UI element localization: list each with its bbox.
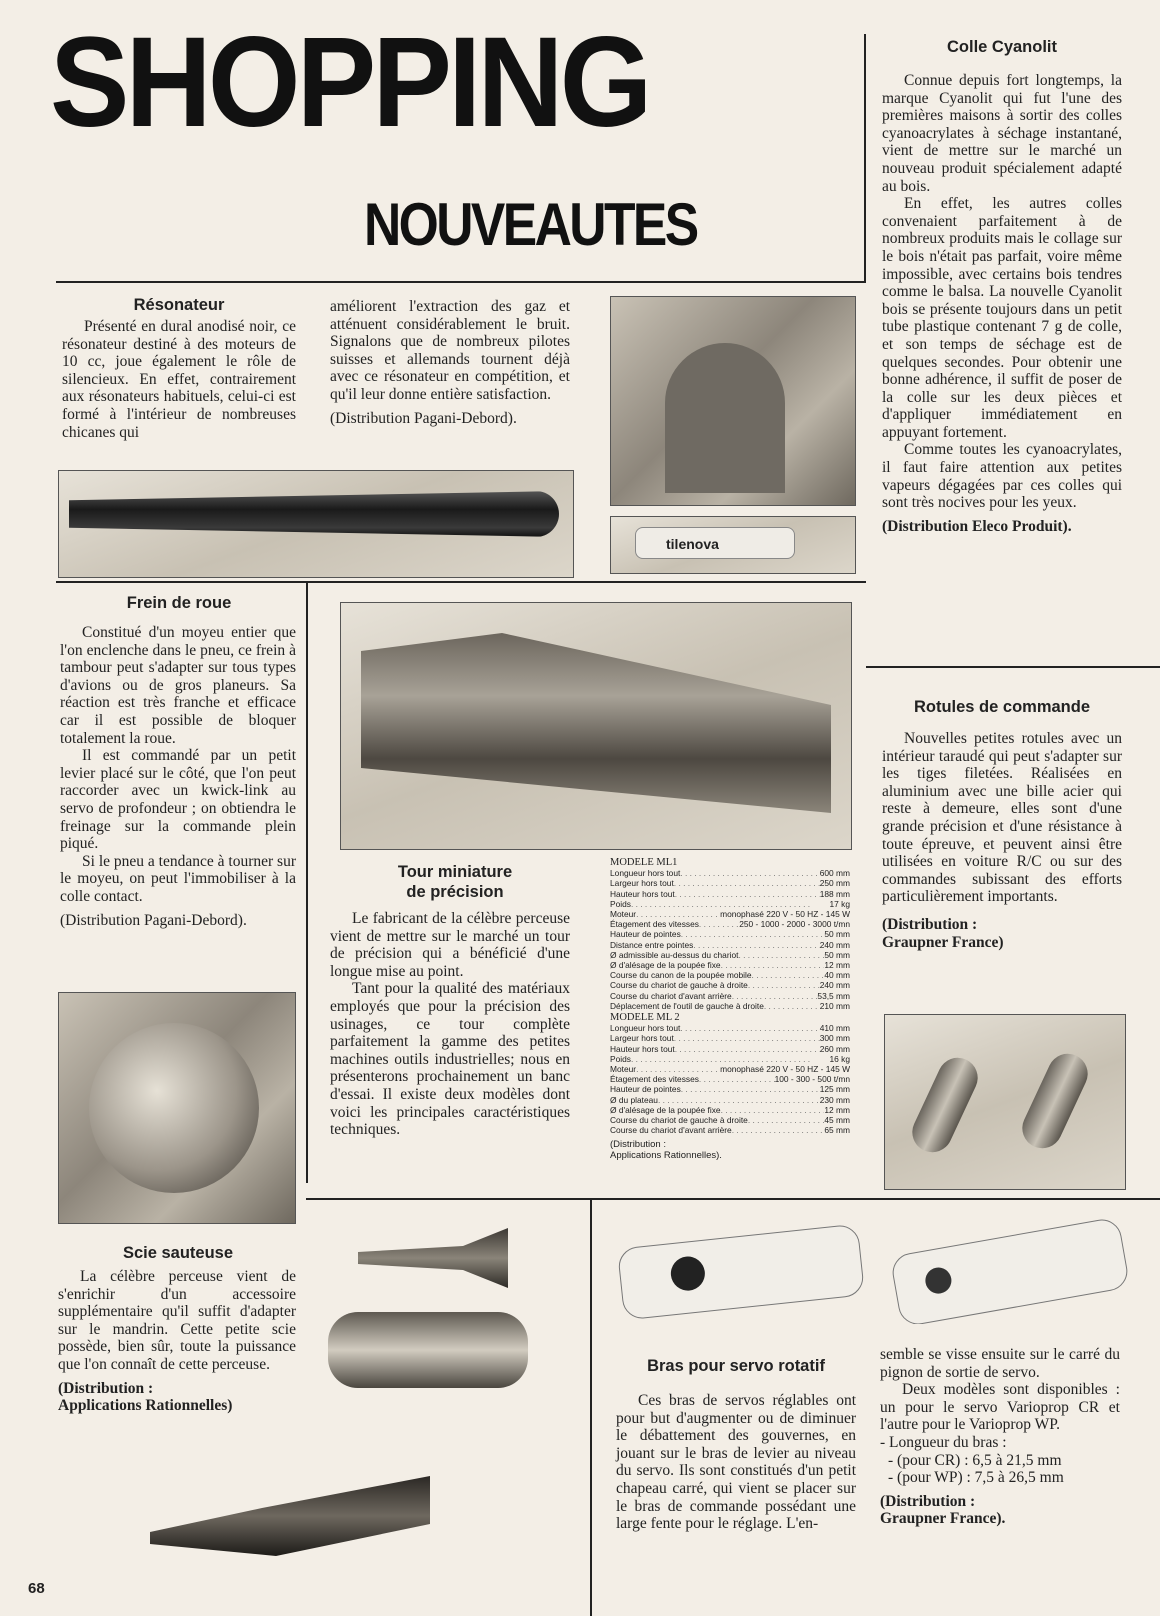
bras-text-left [616,1392,856,1533]
cyanolit-paragraph-3: Comme toutes les cyanoacrylates, il faut faire attention aux petites vapeurs dégagées par ces colles qui sont très nocives pour les yeux. [882,441,1122,512]
spec-row [610,940,850,950]
spec-label: Distance entre pointes [610,939,694,950]
rotule-left-image [906,1051,985,1159]
spec-row [610,1105,850,1115]
spec-row [610,929,850,939]
resonateur-silencer-image [69,491,559,537]
cyanolit-tube-image: tilenova [635,527,795,559]
frein-paragraph-2: Il est commandé par un petit levier placé sur le côté, que l'on peut raccorder avec un kwick-link au servo de profondeur ; on obtiendra le freinage sur la commande plein piqué. [60,747,296,853]
spec-value: 16 kg [829,1053,850,1064]
tour-photo [340,602,852,850]
bras-arm-left-hub-icon [669,1255,706,1292]
spec-label: Moteur [610,1064,637,1075]
spec-value: 240 mm [819,939,850,950]
spec-label: Ø admissible au-dessus du chariot [610,949,739,960]
rotules-distribution-line-1: (Distribution : [882,915,978,933]
divider-cyanolit-bottom [866,666,1160,668]
scie-photo-accessories [318,1222,552,1418]
spec-leader [732,991,818,1001]
specs-ml1-title: MODELE ML1 [610,857,678,868]
spec-value: 600 mm [819,868,850,879]
spec-leader [752,970,825,980]
spec-label: Hauteur de pointes [610,1084,681,1095]
spec-row [610,970,850,980]
resonateur-text-left [62,318,296,441]
scie-cylinder-image [328,1312,528,1388]
rotules-photo [884,1014,1126,1190]
frein-distribution: (Distribution Pagani-Debord). [60,911,247,929]
spec-row [610,899,850,909]
spec-leader [721,960,825,970]
tour-heading [330,862,580,902]
resonateur-paragraph-2: améliorent l'extraction des gaz et atténuent considérablement le bruit. Signalons que de nombreux pilotes suisses et allemands tournent déjà avec ce résonateur en compétition, et qu'il leur donne entière satisfaction. [330,298,570,403]
cyanolit-heading: Colle Cyanolit [946,38,1057,56]
spec-leader [636,1064,720,1074]
spec-leader [681,1084,820,1094]
spec-row [610,868,850,878]
spec-leader [680,868,819,878]
spec-leader [658,1095,820,1105]
page-number: 68 [28,1580,45,1597]
cyanolit-wood-piece [665,343,785,493]
frein-paragraph-3: Si le pneu a tendance à tourner sur le moyeu, on peut l'immobiliser à la colle contact. [60,852,296,905]
frein-heading: Frein de roue [126,594,232,612]
scie-heading: Scie sauteuse [122,1244,234,1262]
spec-value: 300 mm [819,1033,850,1044]
divider-bras-left [590,1200,592,1616]
spec-leader [721,1105,825,1115]
spec-label: Course du chariot de gauche à droite [610,980,748,991]
spec-label: Course du chariot de gauche à droite [610,1115,748,1126]
spec-label: Hauteur hors tout [610,1043,675,1054]
spec-leader [674,878,820,888]
spec-row [610,889,850,899]
spec-row [610,1001,850,1011]
bras-distribution-line-2: Graupner France). [880,1510,1006,1528]
scie-cone-image [358,1228,508,1288]
spec-value: 50 mm [824,929,850,940]
spec-row [610,1084,850,1094]
spec-label: Course du chariot d'avant arrière [610,990,732,1001]
spec-value: 125 mm [819,1084,850,1095]
spec-label: Longueur hors tout [610,868,681,879]
spec-label: Déplacement de l'outil de gauche à droite [610,1000,764,1011]
spec-row [610,1115,850,1125]
spec-label: Largeur hors tout [610,1033,674,1044]
header-divider-horizontal [56,281,866,283]
spec-row [610,1054,850,1064]
spec-label: Poids [610,898,631,909]
spec-value: 45 mm [824,1115,850,1126]
spec-label: Largeur hors tout [610,878,674,889]
bras-length-title: - Longueur du bras : [880,1433,1007,1451]
spec-row [610,878,850,888]
spec-label: Course du canon de la poupée mobile [610,970,752,981]
cyanolit-text [882,72,1122,535]
bras-paragraph-1: Ces bras de servos réglables ont pour but d'augmenter ou de diminuer le débattement des gouvernes, en jouant sur le bras de levier au niveau du servo. Ils sont constitués d'un petit chapeau carré, qui vient se placer sur le bras de commande possédant une large fente pour le réglage. L'en- [616,1392,856,1533]
cyanolit-distribution: (Distribution Eleco Produit). [882,517,1072,535]
resonateur-heading: Résonateur [133,296,225,314]
spec-leader [675,889,820,899]
divider-frein-right [306,583,308,1183]
scie-distribution-line-1: (Distribution : [58,1379,154,1397]
spec-row [610,1095,850,1105]
spec-leader [738,950,824,960]
spec-row [610,909,850,919]
spec-value: 12 mm [824,960,850,971]
spec-value: 250 - 1000 - 2000 - 3000 t/mn [739,919,850,930]
spec-value: 65 mm [824,1125,850,1136]
spec-value: 210 mm [819,1000,850,1011]
bras-arm-right-screw-icon [923,1266,953,1296]
spec-leader [748,980,820,990]
rotules-paragraph-1: Nouvelles petites rotules avec un intérieur taraudé qui peut s'adapter sur les tiges filetées. Réalisées en aluminium avec une bille acier qui reste à demeure, elles sont d'une grande précision et d'une résistance à toute épreuve, et peuvent ainsi être utilisées en voiture R/C ou sur des commandes subissant des efforts particulièrement importants. [882,730,1122,906]
bras-length-wp: - (pour WP) : 7,5 à 26,5 mm [888,1469,1064,1487]
spec-leader [631,1054,830,1064]
spec-leader [675,1044,820,1054]
spec-row [610,919,850,929]
scie-saw-image [150,1476,430,1556]
spec-value: 240 mm [819,980,850,991]
cyanolit-photo-application [610,296,856,506]
frein-drum-image [89,1023,259,1193]
spec-row [610,950,850,960]
bras-heading: Bras pour servo rotatif [647,1357,825,1375]
specs-ml1-list [610,868,850,1011]
frein-paragraph-1: Constitué d'un moyeu entier que l'on enclenche dans le pneu, ce frein à tambour peut s'adapter sur tous types d'avions ou de gros planeurs. Sa réaction est très franche et efficace car il est possible de bloquer totalement la roue. [60,624,296,747]
spec-value: monophasé 220 V - 50 HZ - 145 W [720,1064,850,1075]
spec-leader [636,909,720,919]
rotules-heading: Rotules de commande [913,698,1091,716]
spec-leader [674,1033,820,1043]
spec-label: Ø du plateau [610,1094,658,1105]
spec-leader [748,1115,825,1125]
spec-value: 250 mm [819,878,850,889]
bras-distribution-line-1: (Distribution : [880,1492,976,1510]
rotule-right-image [1016,1047,1095,1155]
bras-length-cr: - (pour CR) : 6,5 à 21,5 mm [888,1451,1062,1469]
header-divider-vertical [864,34,866,282]
spec-value: 53,5 mm [817,990,850,1001]
tour-paragraph-1: Le fabricant de la célèbre perceuse vient de mettre sur le marché un tour de précision qui a bénéficié d'une longue mise au point. [330,910,570,980]
spec-label: Hauteur de pointes [610,929,681,940]
specs-ml2-list [610,1023,850,1135]
page-title: SHOPPING [50,11,649,154]
spec-value: 188 mm [819,888,850,899]
spec-value: 410 mm [819,1023,850,1034]
spec-row [610,1125,850,1135]
tour-text [330,910,570,1139]
divider-resonateur-bottom [56,581,866,583]
spec-label: Étagement des vitesses [610,1074,699,1085]
spec-row [610,980,850,990]
spec-row [610,1044,850,1054]
spec-label: Étagement des vitesses [610,919,699,930]
bras-text-right [880,1346,1120,1528]
spec-label: Course du chariot d'avant arrière [610,1125,732,1136]
spec-label: Moteur [610,909,637,920]
spec-leader [693,940,819,950]
frein-text [60,624,296,929]
spec-label: Longueur hors tout [610,1023,681,1034]
cyanolit-photo-tube [610,516,856,574]
spec-row [610,1023,850,1033]
spec-leader [681,929,825,939]
spec-leader [699,919,739,929]
bras-photo-right [884,1216,1134,1324]
spec-label: Ø d'alésage de la poupée fixe [610,1104,721,1115]
spec-leader [631,899,830,909]
divider-tour-bottom [306,1198,1160,1200]
spec-value: monophasé 220 V - 50 HZ - 145 W [720,909,850,920]
resonateur-photo [58,470,574,578]
spec-value: 50 mm [824,949,850,960]
spec-value: 100 - 300 - 500 t/mn [774,1074,850,1085]
spec-leader [699,1074,775,1084]
tour-lathe-image [361,633,831,813]
scie-photo-saw [130,1446,450,1586]
spec-row [610,960,850,970]
spec-value: 230 mm [819,1094,850,1105]
spec-leader [732,1125,825,1135]
spec-value: 17 kg [829,898,850,909]
bras-paragraph-2: semble se visse ensuite sur le carré du pignon de sortie de servo. [880,1346,1120,1381]
spec-row [610,991,850,1001]
scie-distribution-line-2: Applications Rationnelles) [58,1397,233,1415]
tour-heading-line-1: Tour miniature [397,863,513,881]
spec-label: Poids [610,1053,631,1064]
cyanolit-paragraph-1: Connue depuis fort longtemps, la marque Cyanolit qui fut l'une des premières maisons à sortir des colles cyanoacrylates à séchage instantané, vient de mettre sur le marché un nouveau produit spécialement adapté au bois. [882,72,1122,195]
spec-label: Ø d'alésage de la poupée fixe [610,960,721,971]
scie-text [58,1268,296,1415]
spec-row [610,1064,850,1074]
frein-photo [58,992,296,1224]
spec-leader [680,1023,819,1033]
spec-leader [764,1001,820,1011]
spec-value: 12 mm [824,1104,850,1115]
tour-heading-line-2: de précision [406,883,504,901]
tour-paragraph-2: Tant pour la qualité des matériaux employés que pour la précision des usinages, ce tour complète parfaitement la gamme des petites machines outils industrielles; nous en présenterons prochainement un banc d'essai. Il existe deux modèles dont voici les principales caractéristiques techniques. [330,980,570,1139]
resonateur-text-right [330,298,570,427]
spec-row [610,1074,850,1084]
scie-paragraph-1: La célèbre perceuse vient de s'enrichir d'un accessoire supplémentaire qu'il suffit d'adapter sur le mandrin. Cette petite scie possède, bien sûr, toute la puissance que l'on connaît de cette perceuse. [58,1268,296,1373]
rotules-text [882,730,1122,951]
cyanolit-paragraph-2: En effet, les autres colles convenaient parfaitement à de nombreux produits mais le collage sur le bois n'était pas parfait, voire même impossible, avec certains bois tendres comme le balsa. La nouvelle Cyanolit bois se présente toujours dans un petit tube plastique contenant 7 g de colle, et son temps de séchage est de quelques secondes. Pour obtenir une bonne adhérence, il suffit de poser de la colle sur les deux pièces et d'appliquer immédiatement en appuyant fortement. [882,195,1122,441]
bras-arm-left-image [617,1224,865,1321]
resonateur-paragraph-1: Présenté en dural anodisé noir, ce résonateur destiné à des moteurs de 10 cc, joue également le rôle de silencieux. En effet, contrairement aux résonateurs habituels, celui-ci est formé à l'intérieur de nombreuses chicanes qui [62,318,296,441]
spec-label: Hauteur hors tout [610,888,675,899]
spec-value: 260 mm [819,1043,850,1054]
spec-value: 40 mm [824,970,850,981]
resonateur-distribution: (Distribution Pagani-Debord). [330,409,517,427]
bras-paragraph-3: Deux modèles sont disponibles : un pour le servo Varioprop CR et l'autre pour le Varioprop WP. [880,1381,1120,1434]
specs-distribution-line-1: (Distribution : [610,1139,666,1151]
specs-ml2-title: MODELE ML 2 [610,1012,680,1024]
specs-distribution-line-2: Applications Rationnelles). [610,1150,722,1162]
bras-photo-left [610,1216,870,1324]
tour-specs [610,856,850,1161]
page-subtitle: NOUVEAUTES [364,191,697,258]
bras-arm-right-image [890,1216,1131,1324]
rotules-distribution-line-2: Graupner France) [882,933,1004,951]
spec-row [610,1033,850,1043]
